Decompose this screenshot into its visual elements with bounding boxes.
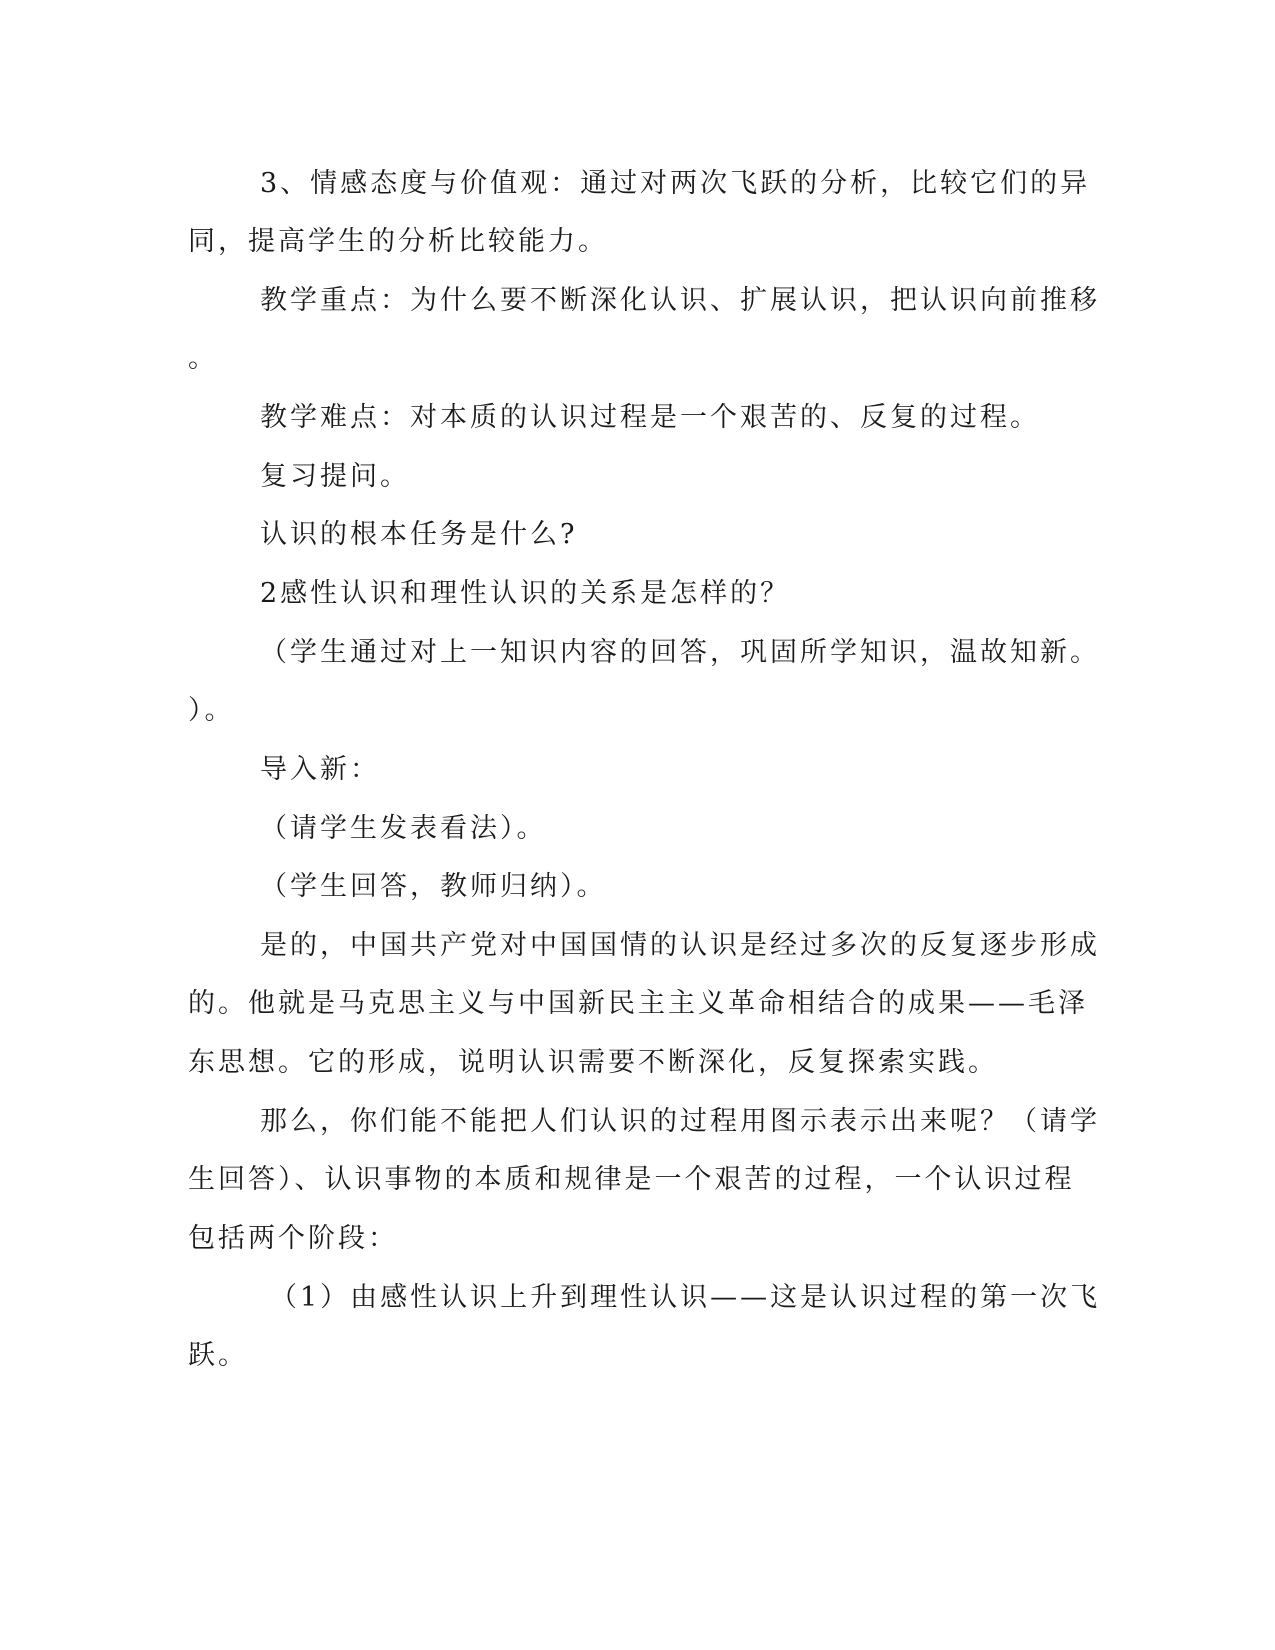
text-line: （请学生发表看法）。 [260, 813, 547, 844]
text-line: 跃。 [188, 1340, 248, 1371]
text-line: 2感性认识和理性认识的关系是怎样的？ [260, 578, 791, 609]
text-line: ）。 [188, 695, 235, 726]
text-line: 同，提高学生的分析比较能力。 [188, 226, 608, 257]
text-line: （1）由感性认识上升到理性认识——这是认识过程的第一次飞 [270, 1282, 1101, 1313]
text-line: 。 [188, 343, 218, 374]
text-line: 3、情感态度与价值观：通过对两次飞跃的分析，比较它们的异 [260, 168, 1091, 199]
text-line: 生回答）、认识事物的本质和规律是一个艰苦的过程，一个认识过程 [188, 1164, 1075, 1195]
text-line: 包括两个阶段： [188, 1223, 398, 1254]
text-line: 的。他就是马克思主义与中国新民主主义革命相结合的成果——毛泽 [188, 988, 1088, 1019]
text-line: 那么，你们能不能把人们认识的过程用图示表示出来呢？（请学 [260, 1106, 1100, 1137]
text-line: 认识的根本任务是什么? [260, 519, 578, 550]
text-line: （学生回答，教师归纳）。 [260, 871, 607, 902]
text-line: 导入新： [260, 754, 380, 785]
text-line: （学生通过对上一知识内容的回答，巩固所学知识，温故知新。 [260, 637, 1100, 668]
text-line: 东思想。它的形成，说明认识需要不断深化，反复探索实践。 [188, 1047, 998, 1078]
text-line: 是的，中国共产党对中国国情的认识是经过多次的反复逐步形成 [260, 930, 1100, 961]
text-line: 教学难点：对本质的认识过程是一个艰苦的、反复的过程。 [260, 402, 1040, 433]
text-line: 复习提问。 [260, 461, 410, 492]
text-line: 教学重点：为什么要不断深化认识、扩展认识，把认识向前推移 [260, 285, 1100, 316]
